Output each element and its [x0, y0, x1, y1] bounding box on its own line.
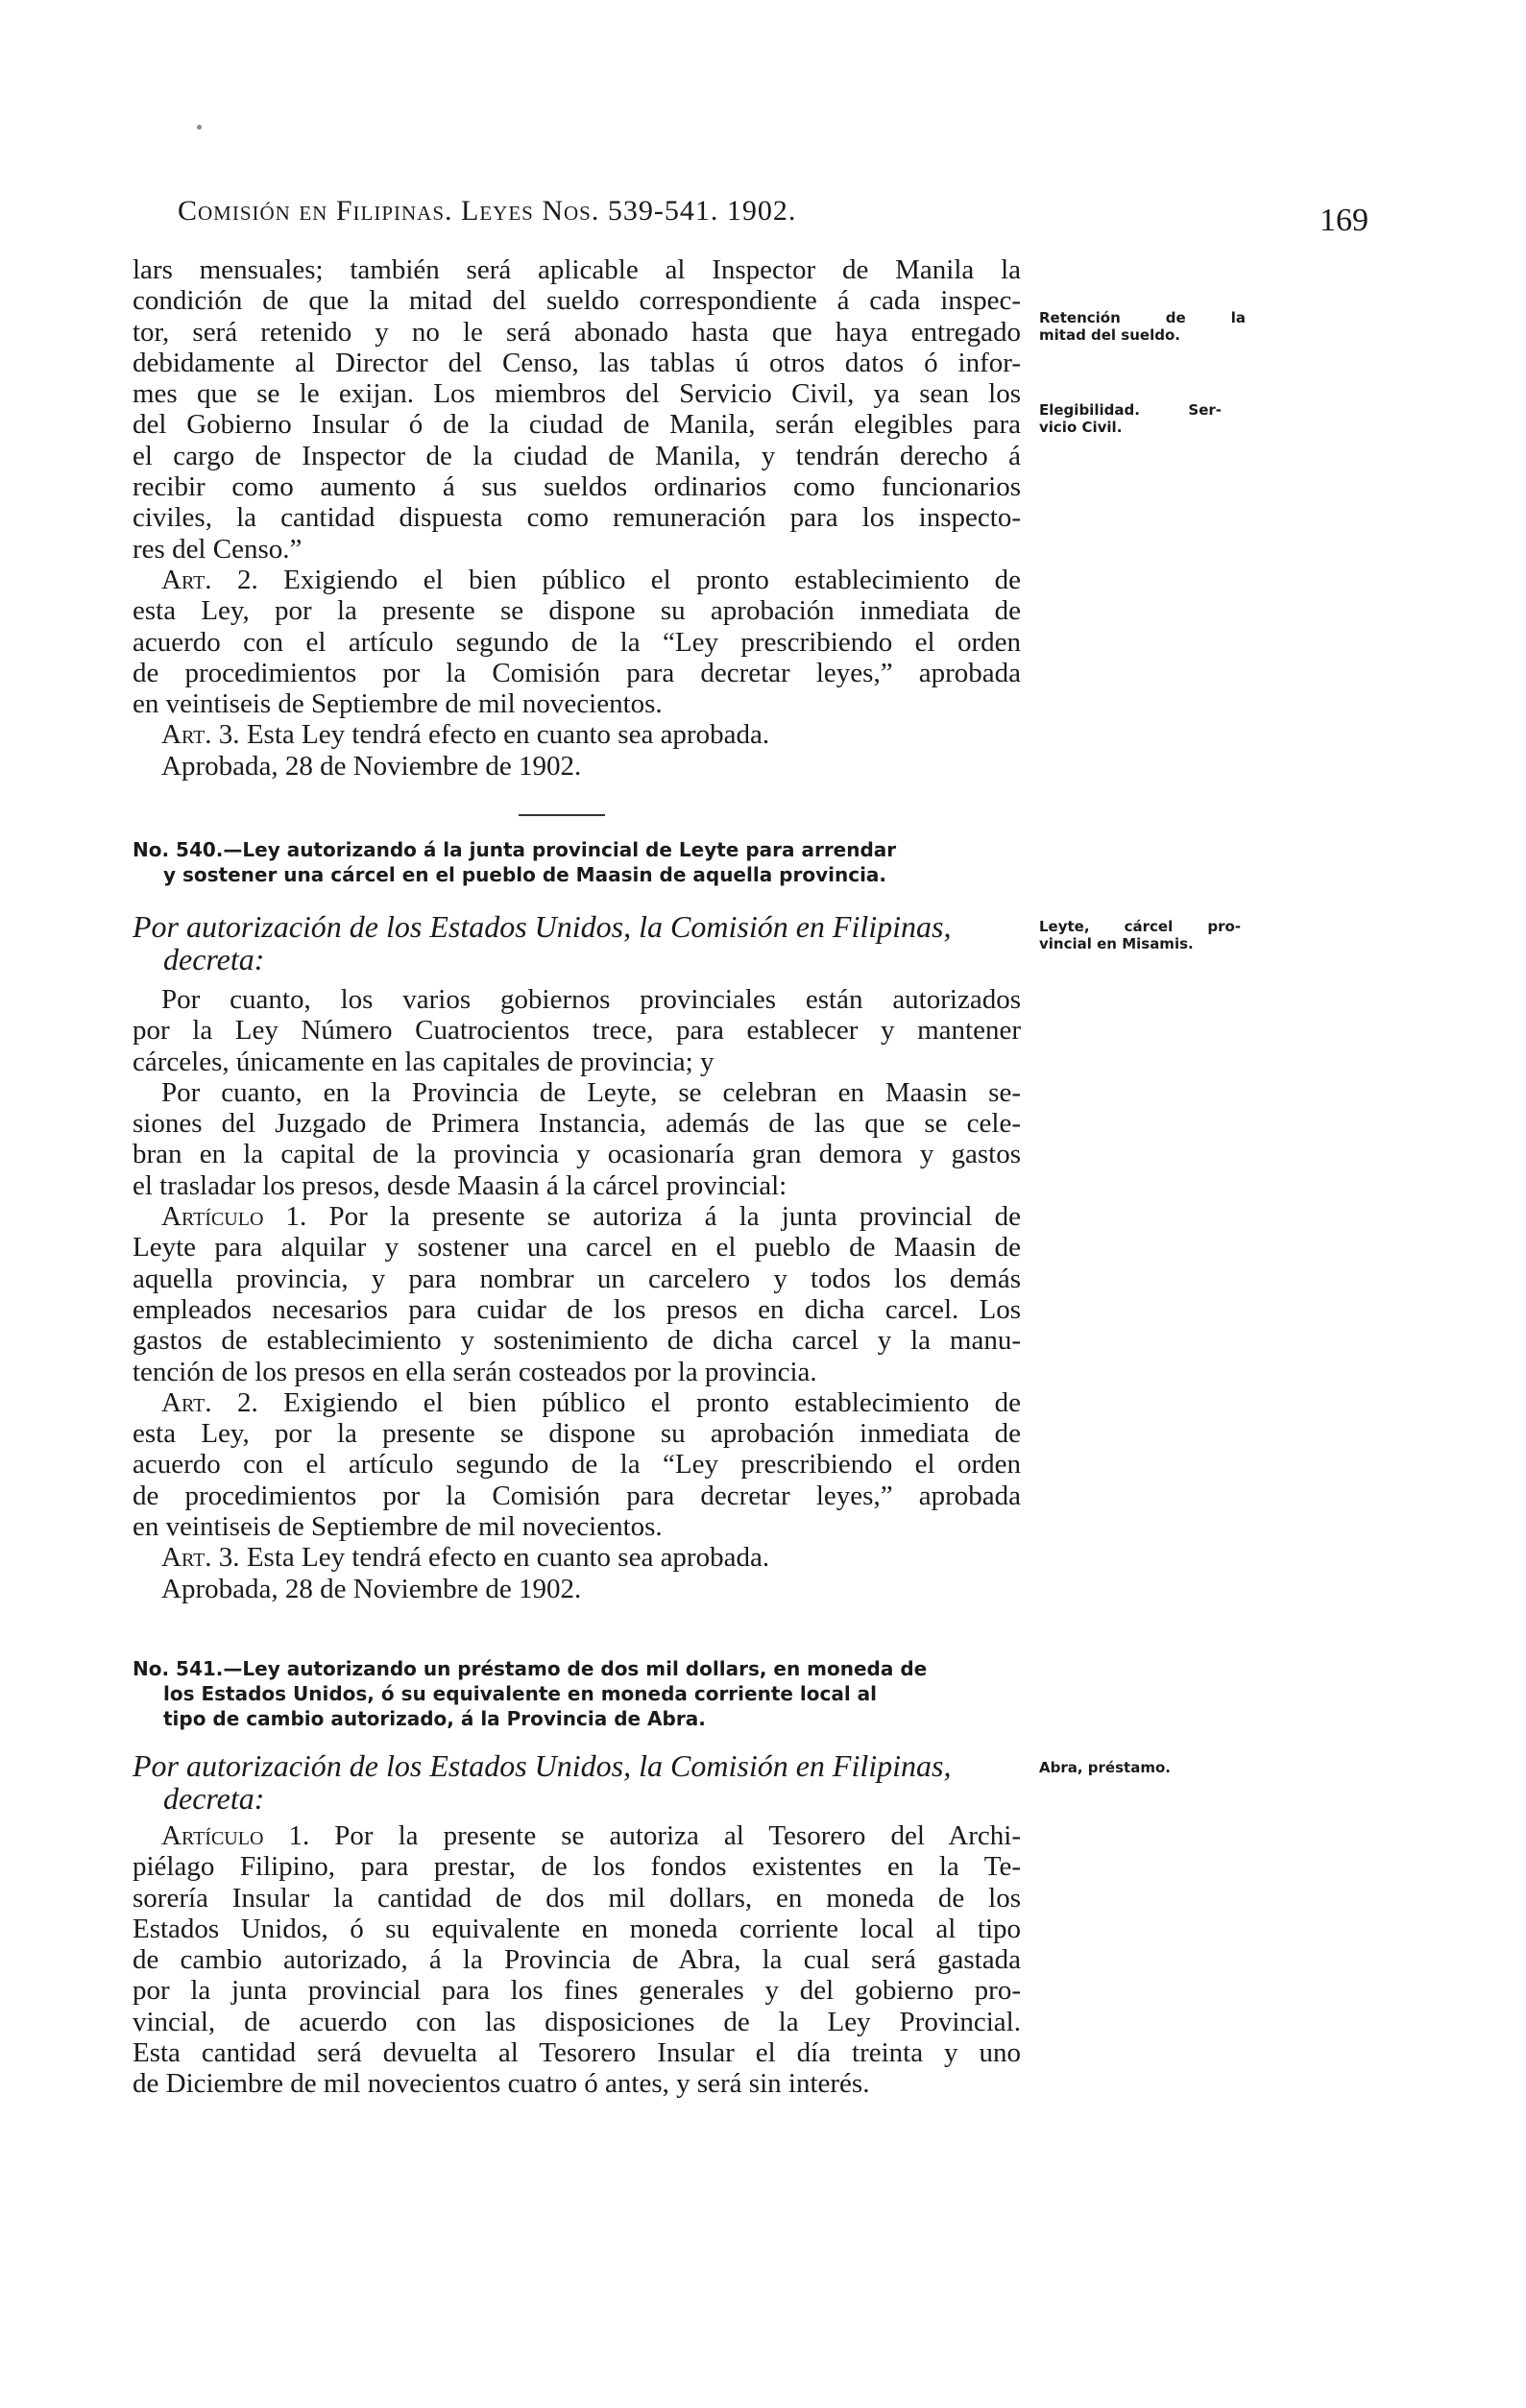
- law-540-title: [133, 837, 1021, 887]
- text-line: sorería Insular la cantidad de dos mil dollars, en moneda de los: [133, 1882, 1021, 1914]
- article-label: Art. 2.: [161, 564, 258, 595]
- margin-note-elegibilidad: [1039, 401, 1222, 436]
- scan-speck: [197, 125, 202, 130]
- title-line: No. 540.—Ley autorizando á la junta provincial de Leyte para arrendar: [133, 838, 897, 861]
- article-label: Art. 2.: [161, 1386, 258, 1418]
- article-label: Artículo 1.: [161, 1820, 310, 1851]
- text-line: bran en la capital de la provincia y ocasionaría gran demora y gastos: [133, 1139, 1021, 1170]
- enacting-line: decreta:: [163, 1781, 265, 1816]
- approval-date: Aprobada, 28 de Noviembre de 1902.: [161, 1573, 582, 1604]
- title-line: tipo de cambio autorizado, á la Provincia de Abra.: [163, 1707, 706, 1730]
- article-3-line: [133, 1542, 1021, 1573]
- text-line: aquella provincia, y para nombrar un carcelero y todos los demás: [133, 1263, 1021, 1294]
- section-divider: [519, 814, 605, 816]
- text-line: vincial, de acuerdo con las disposiciones de la Ley Provincial.: [133, 2006, 1021, 2037]
- article-2-first-line: [133, 1387, 1021, 1418]
- article-2-first-line: [133, 565, 1021, 595]
- text-line: Estados Unidos, ó su equivalente en moneda corriente local al tipo: [133, 1913, 1021, 1944]
- title-line: los Estados Unidos, ó su equivalente en moneda corriente local al: [163, 1682, 878, 1705]
- page-number: 169: [1320, 203, 1369, 238]
- text-line: acuerdo con el artículo segundo de la “Ley prescribiendo el orden: [133, 1449, 1021, 1481]
- margin-note-abra: [1039, 1759, 1231, 1776]
- margin-note-line: Elegibilidad. Ser-: [1039, 401, 1222, 419]
- article-1-first-line: [133, 1820, 1021, 1851]
- law-541-body: [133, 1820, 1021, 2100]
- law-540-body: [133, 984, 1021, 1604]
- margin-note-line: Abra, préstamo.: [1039, 1759, 1171, 1776]
- article-text: Exigiendo el bien público el pronto establecimiento de: [257, 564, 1021, 595]
- text-line: condición de que la mitad del sueldo correspondiente á cada inspec-: [133, 285, 1021, 317]
- text-line: res del Censo.”: [133, 533, 303, 565]
- margin-note-line: vincial en Misamis.: [1039, 935, 1194, 952]
- margin-note-retencion: [1039, 309, 1246, 344]
- running-header: [178, 195, 1369, 243]
- law-541-enacting-clause: [133, 1749, 1021, 1815]
- text-line: de cambio autorizado, á la Provincia de Abra, la cual será gastada: [133, 1944, 1021, 1976]
- margin-note-line: mitad del sueldo.: [1039, 326, 1180, 344]
- law-540-enacting-clause: [133, 910, 1021, 975]
- article-label: Artículo 1.: [161, 1201, 307, 1233]
- text-line: en veintiseis de Septiembre de mil novecientos.: [133, 1511, 663, 1543]
- text-line: del Gobierno Insular ó de la ciudad de Manila, serán elegibles para: [133, 409, 1021, 441]
- text-line: civiles, la cantidad dispuesta como remuneración para los inspecto-: [133, 502, 1021, 534]
- margin-note-leyte: [1039, 918, 1241, 952]
- text-line: siones del Juzgado de Primera Instancia, además de las que se cele-: [133, 1108, 1021, 1140]
- article-label: Art. 3.: [161, 1542, 240, 1574]
- law-539-continuation: [133, 254, 1021, 782]
- text-line: esta Ley, por la presente se dispone su aprobación inmediata de: [133, 1418, 1021, 1450]
- article-text: Esta Ley tendrá efecto en cuanto sea aprobada.: [239, 719, 770, 751]
- text-line: Por cuanto, en la Provincia de Leyte, se celebran en Maasin se-: [161, 1076, 1021, 1108]
- article-text: Exigiendo el bien público el pronto establecimiento de: [257, 1386, 1021, 1418]
- enacting-line: Por autorización de los Estados Unidos, la Comisión en Filipinas,: [133, 909, 952, 944]
- text-line: lars mensuales; también será aplicable al Inspector de Manila la: [133, 254, 1021, 285]
- article-3-line: [133, 719, 1021, 750]
- law-541-title: [133, 1656, 1021, 1731]
- title-line: y sostener una cárcel en el pueblo de Maasin de aquella provincia.: [163, 863, 887, 886]
- text-line: cárceles, únicamente en las capitales de provincia; y: [133, 1046, 715, 1077]
- margin-note-line: Leyte, cárcel pro-: [1039, 918, 1241, 935]
- text-line: gastos de establecimiento y sostenimiento de dicha carcel y la manu-: [133, 1325, 1021, 1357]
- article-label: Art. 3.: [161, 719, 240, 751]
- text-line: piélago Filipino, para prestar, de los fondos existentes en la Te-: [133, 1851, 1021, 1883]
- text-line: Leyte para alquilar y sostener una carcel en el pueblo de Maasin de: [133, 1232, 1021, 1264]
- text-line: el trasladar los presos, desde Maasin á la cárcel provincial:: [133, 1169, 787, 1201]
- enacting-line: Por autorización de los Estados Unidos, la Comisión en Filipinas,: [133, 1748, 952, 1783]
- text-line: de procedimientos por la Comisión para decretar leyes,” aprobada: [133, 657, 1021, 688]
- article-text: Esta Ley tendrá efecto en cuanto sea aprobada.: [239, 1542, 770, 1574]
- margin-note-line: vicio Civil.: [1039, 419, 1123, 436]
- header-title: Comisión en Filipinas. Leyes Nos. 539-541. 1902.: [178, 195, 797, 227]
- text-line: tención de los presos en ella serán costeados por la provincia.: [133, 1356, 817, 1387]
- text-line: recibir como aumento á sus sueldos ordinarios como funcionarios: [133, 471, 1021, 503]
- article-text: Por la presente se autoriza al Tesorero del Archi-: [309, 1820, 1022, 1851]
- text-line: debidamente al Director del Censo, las tablas ú otros datos ó infor-: [133, 347, 1021, 378]
- text-line: Por cuanto, los varios gobiernos provinciales están autorizados: [161, 984, 1021, 1015]
- text-line: esta Ley, por la presente se dispone su aprobación inmediata de: [133, 595, 1021, 627]
- text-line: empleados necesarios para cuidar de los presos en dicha carcel. Los: [133, 1293, 1021, 1325]
- text-line: acuerdo con el artículo segundo de la “Ley prescribiendo el orden: [133, 626, 1021, 658]
- text-line: por la Ley Número Cuatrocientos trece, para establecer y mantener: [133, 1015, 1021, 1047]
- text-line: tor, será retenido y no le será abonado hasta que haya entregado: [133, 316, 1021, 348]
- margin-note-line: Retención de la: [1039, 309, 1246, 326]
- text-line: de Diciembre de mil novecientos cuatro ó antes, y será sin interés.: [133, 2068, 870, 2100]
- text-line: Esta cantidad será devuelta al Tesorero Insular el día treinta y uno: [133, 2037, 1021, 2069]
- text-line: por la junta provincial para los fines generales y del gobierno pro-: [133, 1975, 1021, 2007]
- article-text: Por la presente se autoriza á la junta provincial de: [306, 1201, 1021, 1233]
- text-line: el cargo de Inspector de la ciudad de Manila, y tendrán derecho á: [133, 440, 1021, 471]
- enacting-line: decreta:: [163, 942, 265, 976]
- title-line: No. 541.—Ley autorizando un préstamo de dos mil dollars, en moneda de: [133, 1657, 928, 1680]
- text-line: mes que se le exijan. Los miembros del Servicio Civil, ya sean los: [133, 378, 1021, 410]
- article-1-first-line: [133, 1201, 1021, 1232]
- text-line: de procedimientos por la Comisión para decretar leyes,” aprobada: [133, 1480, 1021, 1511]
- text-line: en veintiseis de Septiembre de mil novecientos.: [133, 688, 663, 720]
- approval-date: Aprobada, 28 de Noviembre de 1902.: [161, 750, 582, 782]
